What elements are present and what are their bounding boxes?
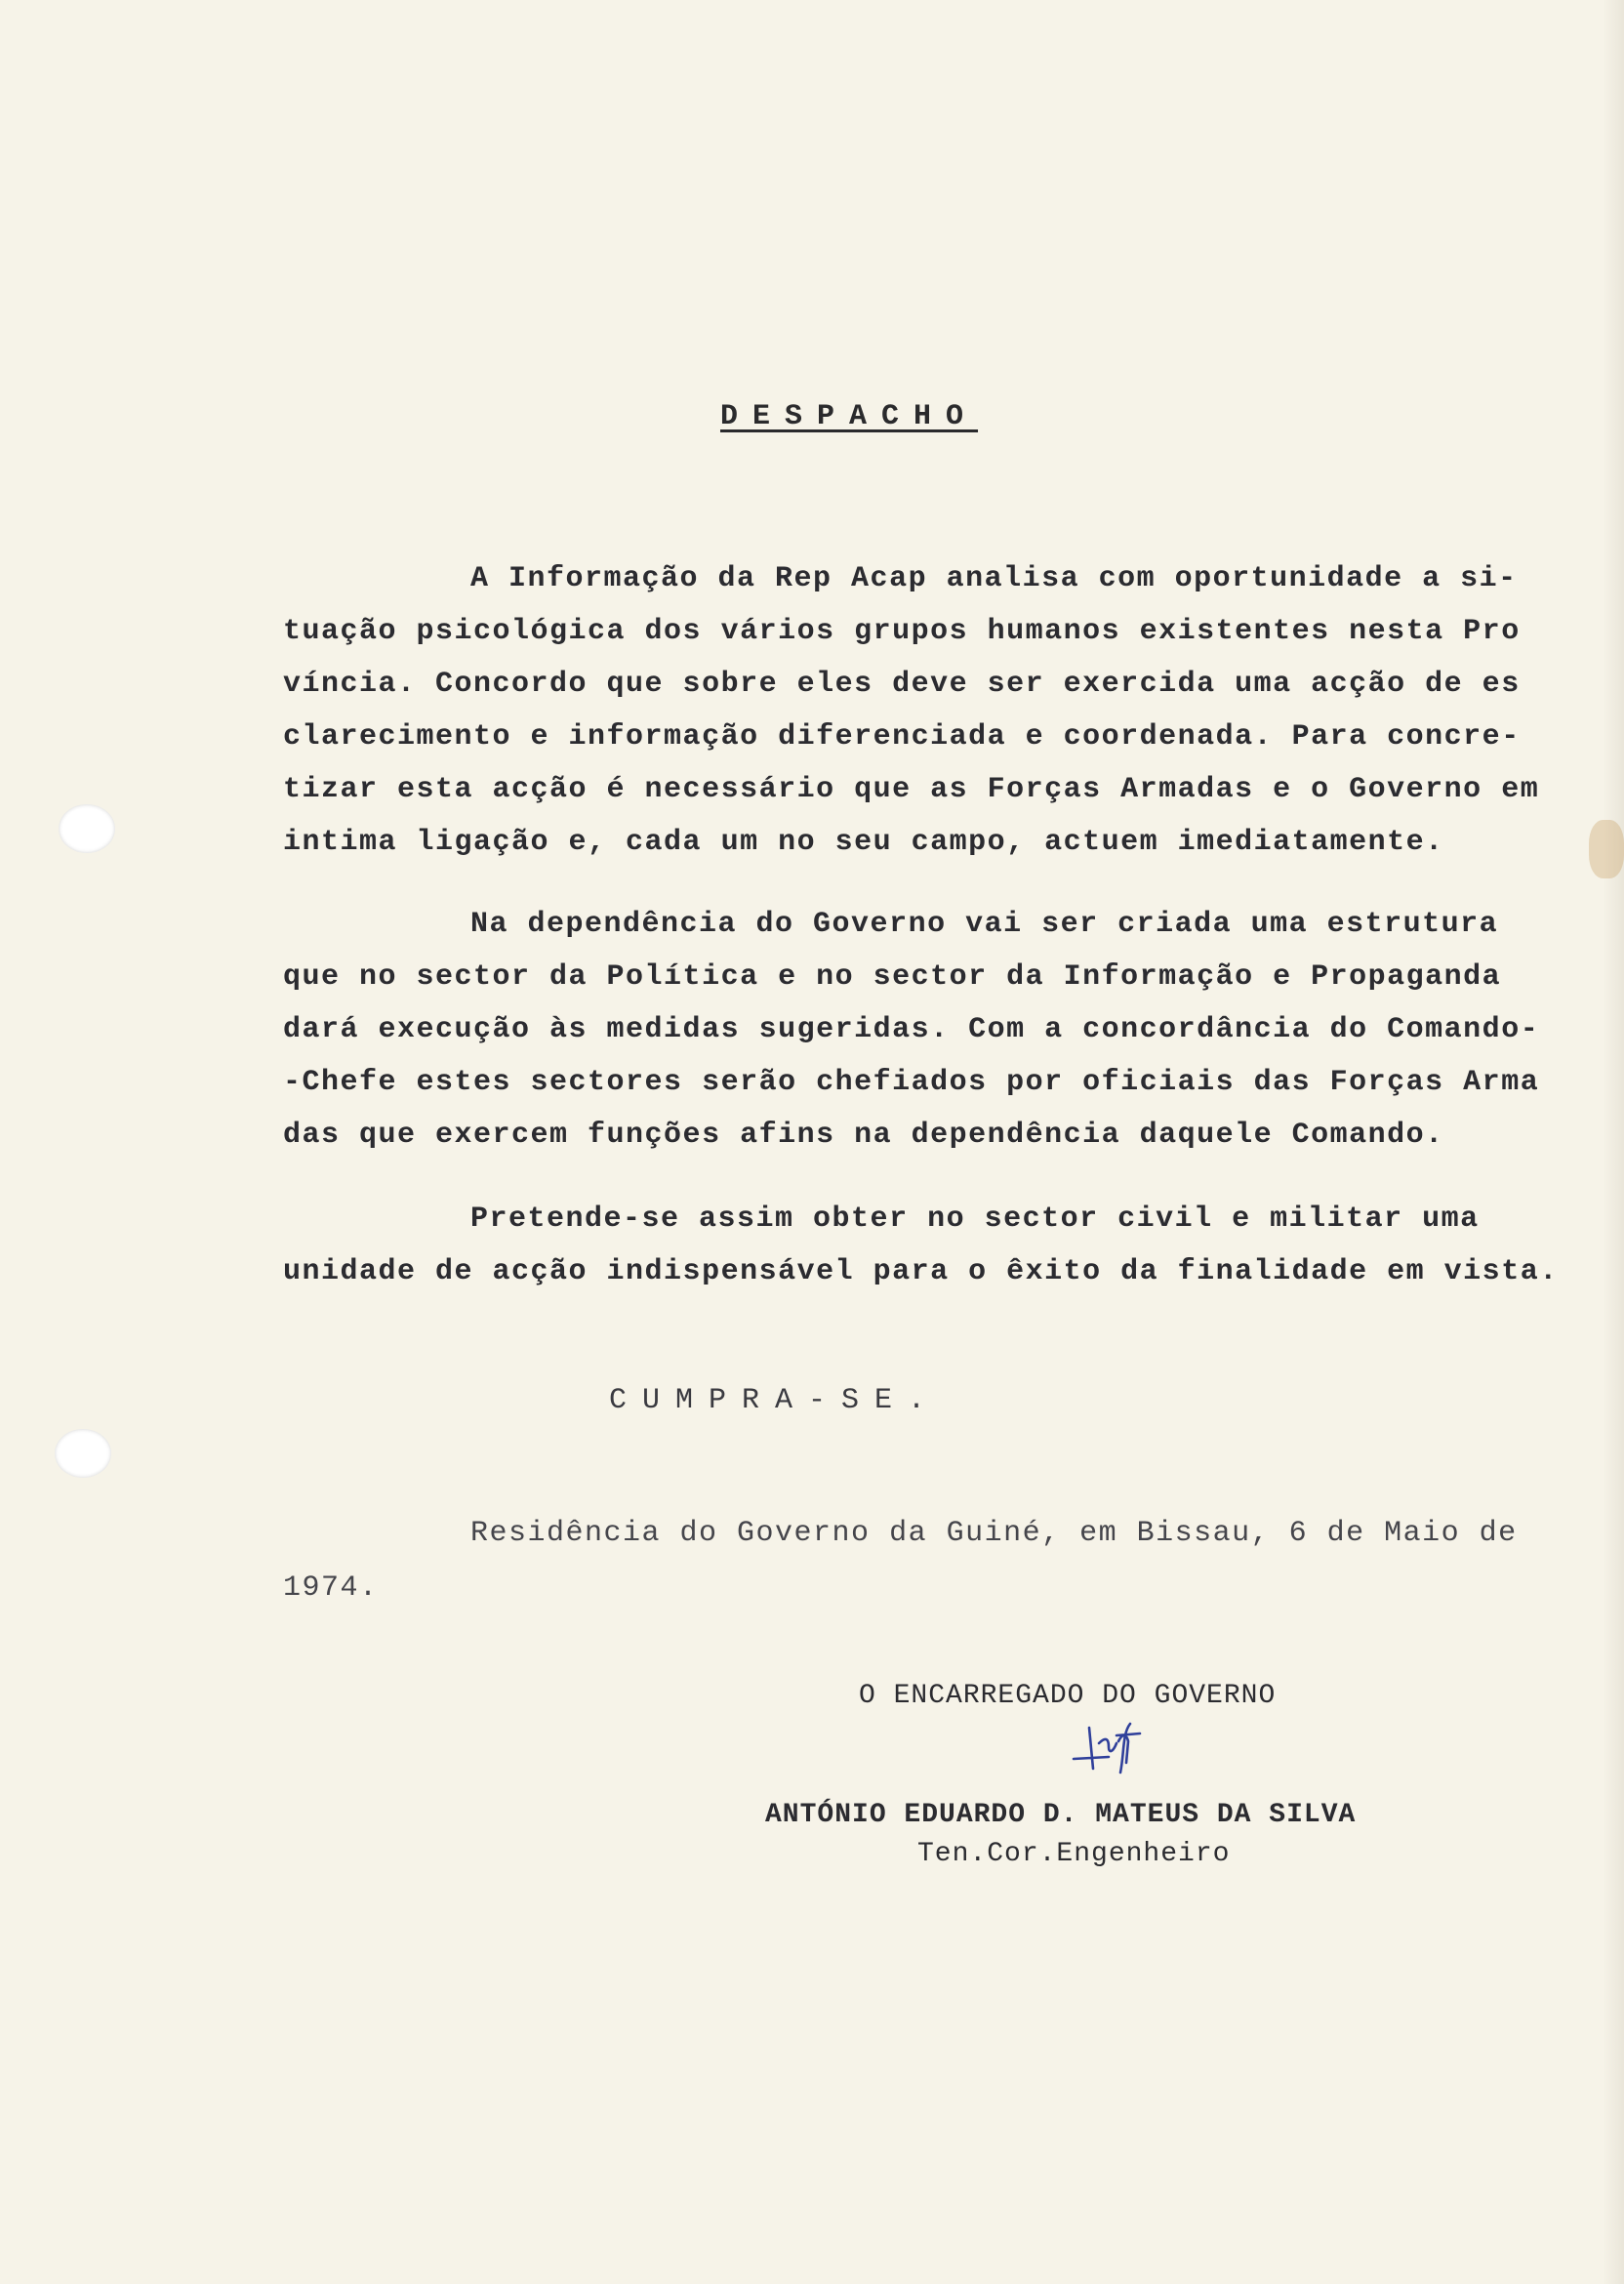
handwritten-signature <box>1070 1714 1154 1776</box>
page-edge-shadow <box>1603 0 1624 2284</box>
signatory-name: ANTÓNIO EDUARDO D. MATEUS DA SILVA <box>765 1800 1357 1830</box>
paragraph-line: -Chefe estes sectores serão chefiados por oficiais das Forças Arma <box>283 1066 1540 1099</box>
paragraph-line: clarecimento e informação diferenciada e coordenada. Para concre- <box>283 720 1521 754</box>
paragraph-line: víncia. Concordo que sobre eles deve ser exercida uma acção de es <box>283 668 1521 701</box>
paragraph-line: que no sector da Política e no sector da Informação e Propaganda <box>283 960 1502 994</box>
paragraph-line: tizar esta acção é necessário que as Forças Armadas e o Governo em <box>283 773 1540 806</box>
punch-hole <box>55 1429 111 1478</box>
punch-hole <box>59 804 115 853</box>
signatory-role: O ENCARREGADO DO GOVERNO <box>859 1681 1277 1711</box>
place-date-line: 1974. <box>283 1571 379 1605</box>
paragraph-line: Pretende-se assim obter no sector civil e militar uma <box>470 1203 1480 1236</box>
paragraph-line: dará execução às medidas sugeridas. Com a concordância do Comando- <box>283 1013 1540 1046</box>
order-cumpra-se: CUMPRA-SE. <box>609 1384 942 1417</box>
paragraph-line: intima ligação e, cada um no seu campo, actuem imediatamente. <box>283 826 1444 859</box>
signatory-rank: Ten.Cor.Engenheiro <box>917 1839 1231 1869</box>
paragraph-line: tuação psicológica dos vários grupos humanos existentes nesta Pro <box>283 615 1521 648</box>
document-title: DESPACHO <box>720 400 979 433</box>
paragraph-line: das que exercem funções afins na dependência daquele Comando. <box>283 1119 1444 1152</box>
paragraph-line: A Informação da Rep Acap analisa com oportunidade a si- <box>470 562 1518 595</box>
place-date-line: Residência do Governo da Guiné, em Bissau, 6 de Maio de <box>470 1517 1518 1550</box>
paper-stain <box>1589 820 1624 878</box>
paragraph-line: unidade de acção indispensável para o êxito da finalidade em vista. <box>283 1255 1559 1288</box>
paragraph-line: Na dependência do Governo vai ser criada uma estrutura <box>470 908 1499 941</box>
